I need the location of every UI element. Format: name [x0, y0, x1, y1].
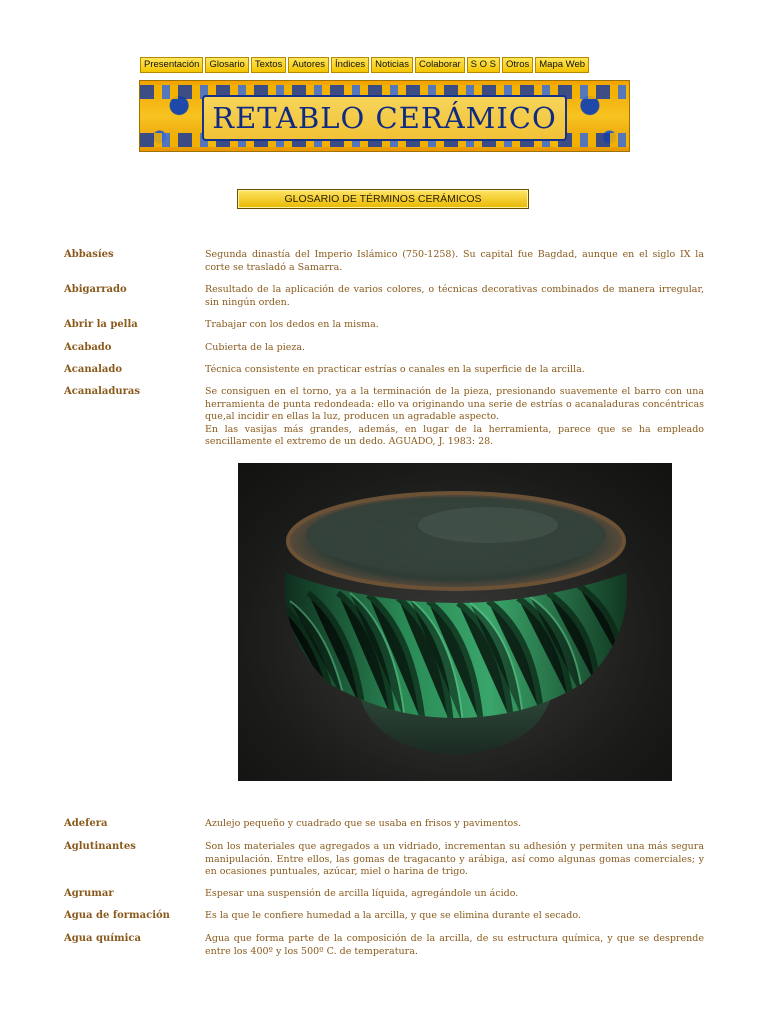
entry-definition — [205, 284, 704, 309]
nav-textos[interactable]: Textos — [251, 57, 286, 73]
definition-text: Trabajar con los dedos en la misma. — [205, 319, 379, 330]
entry-term: Acanalado — [64, 364, 123, 375]
nav-presentacion[interactable]: Presentación — [140, 57, 203, 73]
entry-definition — [205, 888, 704, 901]
entry-term: Acabado — [64, 342, 112, 353]
nav-glosario[interactable]: Glosario — [205, 57, 248, 73]
section-title: GLOSARIO DE TÉRMINOS CERÁMICOS — [284, 193, 482, 205]
entry-definition — [205, 910, 704, 923]
entry-term: Agua de formación — [64, 910, 170, 921]
banner-title: RETABLO CERÁMICO — [212, 101, 557, 135]
definition-text: Resultado de la aplicación de varios colores, o técnicas decorativas combinados de manera irregular, sin ningún orden. — [205, 284, 704, 308]
site-banner — [139, 80, 630, 152]
nav-noticias[interactable]: Noticias — [371, 57, 413, 73]
entry-definition — [205, 933, 704, 958]
vessel-image — [238, 463, 672, 781]
entry-definition — [205, 364, 704, 377]
entry-definition — [205, 841, 704, 879]
definition-text: Azulejo pequeño y cuadrado que se usaba en frisos y pavimentos. — [205, 818, 522, 829]
entry-definition — [205, 249, 704, 274]
definition-text: Es la que le confiere humedad a la arcilla, y que se elimina durante el secado. — [205, 910, 581, 921]
entry-term: Abrir la pella — [64, 319, 138, 330]
nav-colaborar[interactable]: Colaborar — [415, 57, 465, 73]
entry-definition — [205, 319, 704, 332]
entry-term: Agrumar — [64, 888, 114, 899]
nav-sos[interactable]: S O S — [467, 57, 500, 73]
definition-text: Son los materiales que agregados a un vidriado, incrementan su adhesión y permiten una más segura manipulación. Entre ellos, las gomas de tragacanto y arábiga, así como algunas gomas comerciales; y en ocasiones puntuales, azúcar, miel o harina de trigo. — [205, 841, 704, 877]
entry-term: Abbasíes — [64, 249, 114, 260]
top-nav — [140, 57, 628, 73]
definition-text: Se consiguen en el torno, ya a la terminación de la pieza, presionando suavemente el barro con una herramienta de punta redondeada: ello va originando una serie de estrías o acanaladuras concéntricas que,al incidir en ellas la luz, producen un agradable aspecto. — [205, 386, 704, 422]
entry-term: Acanaladuras — [64, 386, 140, 397]
entry-definition — [205, 818, 704, 831]
entry-term: Abigarrado — [64, 284, 127, 295]
ceramic-vessel-photo — [238, 463, 672, 781]
section-header — [237, 189, 529, 209]
entry-term: Adefera — [64, 818, 108, 829]
definition-text: Agua que forma parte de la composición de la arcilla, de su estructura química, y que se desprende entre los 400º y los 500º C. de temperatura. — [205, 933, 704, 957]
definition-text: Técnica consistente en practicar estrías o canales en la superficie de la arcilla. — [205, 364, 585, 375]
nav-otros[interactable]: Otros — [502, 57, 533, 73]
definition-text: En las vasijas más grandes, además, en lugar de la herramienta, parece que se ha empleado sencillamente el extremo de un dedo. AGUADO, J. 1983: 28. — [205, 423, 704, 447]
banner-plate — [202, 95, 567, 141]
nav-mapa-web[interactable]: Mapa Web — [535, 57, 589, 73]
definition-text: Segunda dinastía del Imperio Islámico (750-1258). Su capital fue Bagdad, aunque en el siglo IX la corte se trasladó a Samarra. — [205, 249, 704, 273]
nav-autores[interactable]: Autores — [288, 57, 329, 73]
entry-definition — [205, 342, 704, 355]
definition-text: Espesar una suspensión de arcilla líquida, agregándole un ácido. — [205, 888, 519, 899]
entry-term: Agua química — [64, 933, 141, 944]
definition-text: Cubierta de la pieza. — [205, 342, 306, 353]
entry-definition — [205, 386, 704, 449]
nav-indices[interactable]: Índices — [331, 57, 369, 73]
entry-term: Aglutinantes — [64, 841, 136, 852]
